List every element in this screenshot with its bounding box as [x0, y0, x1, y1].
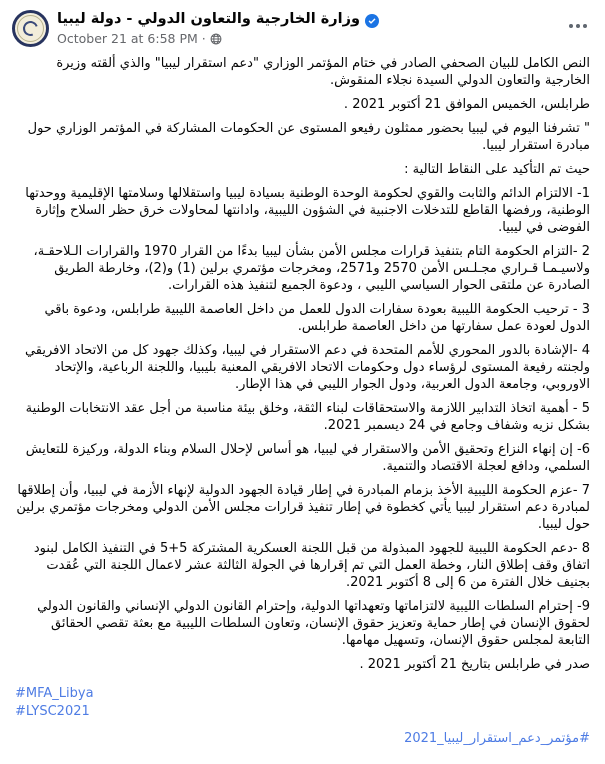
post-header — [0, 0, 605, 53]
post-paragraph-issued: صدر في طرابلس بتاريخ 21 أكتوبر 2021 . — [359, 657, 590, 672]
page-name-link[interactable]: وزارة الخارجية والتعاون الدولي - دولة ليبيا — [57, 11, 360, 27]
timestamp-separator: · — [201, 31, 206, 46]
verified-badge-icon — [365, 13, 379, 27]
post-paragraph-lead-in: حيث تم التأكيد على النقاط التالية : — [404, 162, 590, 177]
post-paragraph-intro: النص الكامل للبيان الصحفي الصادر في ختام المؤتمر الوزاري "دعم استقرار ليبيا" والذي ألقته وزيرة الخارجية والتعاون الدولي السيدة نجلاء المنقوش. — [56, 56, 590, 88]
post-paragraph-point-4: 4 -الإشادة بالدور المحوري للأمم المتحدة في دعم الاستقرار في ليبيا، وكذلك جهود كل من الاتحاد الافريقي ولجنته رفيعة المستوى لرؤساء دول وحكومات الاتحاد الافريقي المعنية بليبيا، واللجنة الرباعية، والإتحاد الاوروبي، وجامعة الدول العربية، ودول الجوار الليبي في هذا الإطار. — [24, 343, 590, 392]
post-paragraph-point-3: 3 - ترحيب الحكومة الليبية بعودة سفارات الدول للعمل من داخل العاصمة الليبية طرابلس، ودعوة باقي الدول لعودة عمل سفارتها من داخل العاصمة طرابلس. — [44, 302, 590, 334]
header-info — [57, 10, 591, 46]
post-paragraph-point-7: 7 -عزم الحكومة الليبية الأخذ بزمام المبادرة في إطار قيادة الجهود الدولية لإنهاء الأزمة في ليبيا، وأن إطلاقها لمبادرة دعم استقرار ليبيا يأتي كخطوة في إطار تنفيذ قرارات مجلس الأمن الدولي ومخرجات مؤتمري برلين حول ليبيا. — [16, 483, 590, 532]
post-paragraph-point-5: 5 - أهمية اتخاذ التدابير اللازمة والاستحقاقات لبناء الثقة، وخلق بيئة مناسبة من أجل عقد الانتخابات الوطنية بشكل نزيه وشفاف وجامع في 24 ديسمبر 2021. — [25, 401, 590, 433]
post-paragraph-point-8: 8 -دعم الحكومة الليبية للجهود المبذولة من قبل اللجنة العسكرية المشتركة 5+5 في التنفيذ الكامل لبنود اتفاق وقف إطلاق النار، وخطة العمل التي تم إقرارها في الجولة الثالثة عشر لاعمال اللجنة التي عُقدت بجنيف خلال الفترة من 6 إلى 8 أكتوبر 2021. — [33, 541, 590, 590]
hashtag-row — [15, 685, 590, 702]
globe-privacy-icon — [210, 33, 222, 45]
hashtag-link-mfa-libya[interactable]: #MFA_Libya — [15, 686, 94, 701]
page-name-row — [57, 10, 591, 29]
hashtag-link-conference-arabic[interactable]: #مؤتمر_دعم_استقرار_ليبيا_2021 — [404, 731, 590, 746]
post-paragraph-quote-open: " تشرفنا اليوم في ليبيا بحضور ممثلون رفيعو المستوى عن الحكومات المشاركة في المؤتمر الوزاري حول مبادرة استقرار ليبيا. — [27, 121, 590, 153]
ellipsis-dot — [583, 24, 587, 28]
hashtag-row-arabic — [15, 730, 590, 747]
post-paragraph-point-9: 9- إحترام السلطات الليبية لالتزاماتها وتعهداتها الدولية، وإحترام القانون الدولي الإنساني والقانون الدولي لحقوق الإنسان في إطار حماية وتعزيز حقوق الإنسان، وتعاون السلطات الليبية مع بعثة تقصي الحقائق التابعة لمجلس حقوق الإنسان، وتسهيل مهامها. — [37, 599, 590, 648]
hashtag-row — [15, 703, 590, 720]
ellipsis-dot — [576, 24, 580, 28]
hashtag-link-lysc2021[interactable]: #LYSC2021 — [15, 704, 90, 719]
post-paragraph-point-1: 1- الالتزام الدائم والثابت والقوي لحكومة الوحدة الوطنية بسيادة ليبيا واستقلالها وسلامتها الإقليمية ووحدتها الوطنية، ورفضها القاطع للتدخلات الاجنبية في الشؤون الليبية، وادانتها لمحاولات خرق حظر السلاح وإثارة الفوضى في ليبيا. — [25, 186, 590, 235]
page-avatar[interactable] — [12, 10, 49, 47]
post-paragraph-point-2: 2 -التزام الحكومة التام بتنفيذ قرارات مجلس الأمن بشأن ليبيا بدءًا من القرار 1970 والقرارات الـلاحقـة، ولاسيـمـا قـراري مجـلـس الأمن 2570 و2571، ومخرجات مؤتمري برلين (1) و(2)، وخارطة الطريق الصادرة عن ملتقى الحوار السياسي الليبي ، ودعوة الجميع لتنفيذ هذه القرارات. — [33, 244, 590, 293]
ellipsis-dot — [569, 24, 573, 28]
post-paragraph-dateline: طرابلس، الخميس الموافق 21 أكتوبر 2021 . — [343, 97, 590, 112]
post-paragraph-point-6: 6- إن إنهاء النزاع وتحقيق الأمن والاستقرار في ليبيا، هو أساس لإحلال السلام وبناء الدولة، وركيزة للتعايش السلمي، ودافع لعجلة الاقتصاد والتنمية. — [25, 442, 590, 474]
timestamp-row — [57, 31, 591, 46]
post-timestamp[interactable]: October 21 at 6:58 PM — [57, 31, 198, 46]
more-options-button[interactable] — [565, 18, 591, 34]
post-body-text — [0, 53, 605, 764]
